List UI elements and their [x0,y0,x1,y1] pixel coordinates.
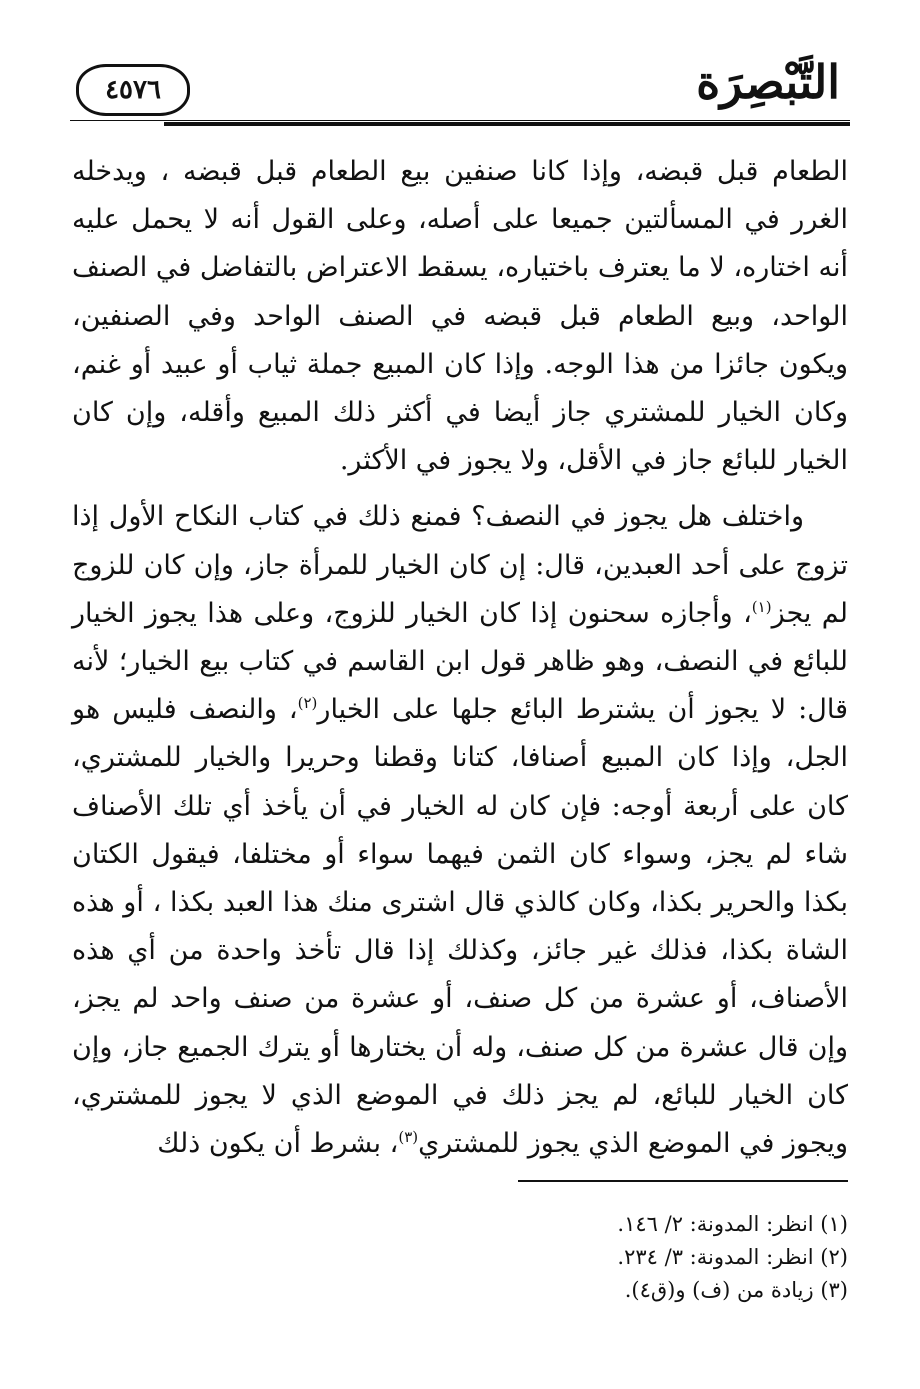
footnote-1: (١) انظر: المدونة: ٢/ ١٤٦. [617,1212,848,1236]
paragraph-2-part-d: ، بشرط أن يكون ذلك [157,1128,399,1160]
page-number [76,64,190,116]
running-title: التَّبْصِرَة [696,55,840,109]
paragraph-2-part-a: واختلف هل يجوز في النصف؟ فمنع ذلك في كتاب النكاح الأول إذا تزوج على أحد العبدين، قال: إن كان الخيار للمرأة جاز، وإن كان للزوج لم يجز [72,501,848,629]
main-text [72,148,848,1168]
footnote-ref-3: (٣) [398,1128,419,1147]
footnote-ref-1: (١) [751,597,772,616]
header-rule-thin [70,120,850,121]
paragraph-1: الطعام قبل قبضه، وإذا كانا صنفين بيع الطعام قبل قبضه ، ويدخله الغرر في المسألتين جميعا على أصله، وعلى القول أنه لا يحمل عليه أنه اختاره، لا ما يعترف باختياره، يسقط الاعتراض بالتفاضل في الصنف الواحد، وبيع الطعام قبل قبضه في الصنف الواحد وفي الصنفين، ويكون جائزا من هذا الوجه. وإذا كان المبيع جملة ثياب أو عبيد أو غنم، وكان الخيار للمشتري جاز أيضا في أكثر ذلك المبيع وأقله، وإن كان الخيار للبائع جاز في الأقل، ولا يجوز في الأكثر. [72,156,849,477]
footnote-2: (٢) انظر: المدونة: ٣/ ٢٣٤. [617,1245,848,1269]
footnotes [348,1208,848,1307]
page-header [70,50,850,128]
page-number-text: ٤٥٧٦ [105,75,161,105]
footnote-3: (٣) زيادة من (ف) و(ق٤). [624,1278,848,1302]
footnote-separator [518,1180,848,1182]
header-rule [164,122,850,126]
footnote-ref-2: (٢) [297,694,318,713]
paragraph-2-part-b: ، وأجازه سحنون إذا كان الخيار للزوج، وعلى هذا يجوز الخيار للبائع في النصف، وهو ظاهر قول ابن القاسم في كتاب بيع الخيار؛ لأنه قال: لا يجوز أن يشترط البائع جلها على الخيار [72,597,848,726]
paragraph-2-part-c: ، والنصف فليس هو الجل، وإذا كان المبيع أصنافا، كتانا وقطنا وحريرا والخيار للمشتري، كان على أربعة أوجه: فإن كان له الخيار في أن يأخذ أي تلك الأصناف شاء لم يجز، وسواء كان الثمن فيهما سواء أو مختلفا، فيقول الكتان بكذا والحرير بكذا، وكان كالذي قال اشترى منك هذا العبد بكذا ، أو هذه الشاة بكذا، فذلك غير جائز، وكذلك إذا قال تأخذ واحدة من أي هذه الأصناف، أو عشرة من كل صنف، أو عشرة من صنف واحد لم يجز، وإن قال عشرة من كل صنف، وله أن يختارها أو يترك الجميع جاز، وإن كان الخيار للبائع، لم يجز ذلك في الموضع الذي لا يجوز للمشتري، ويجوز في الموضع الذي يجوز للمشتري [72,694,848,1160]
paragraph-2 [72,493,848,1168]
